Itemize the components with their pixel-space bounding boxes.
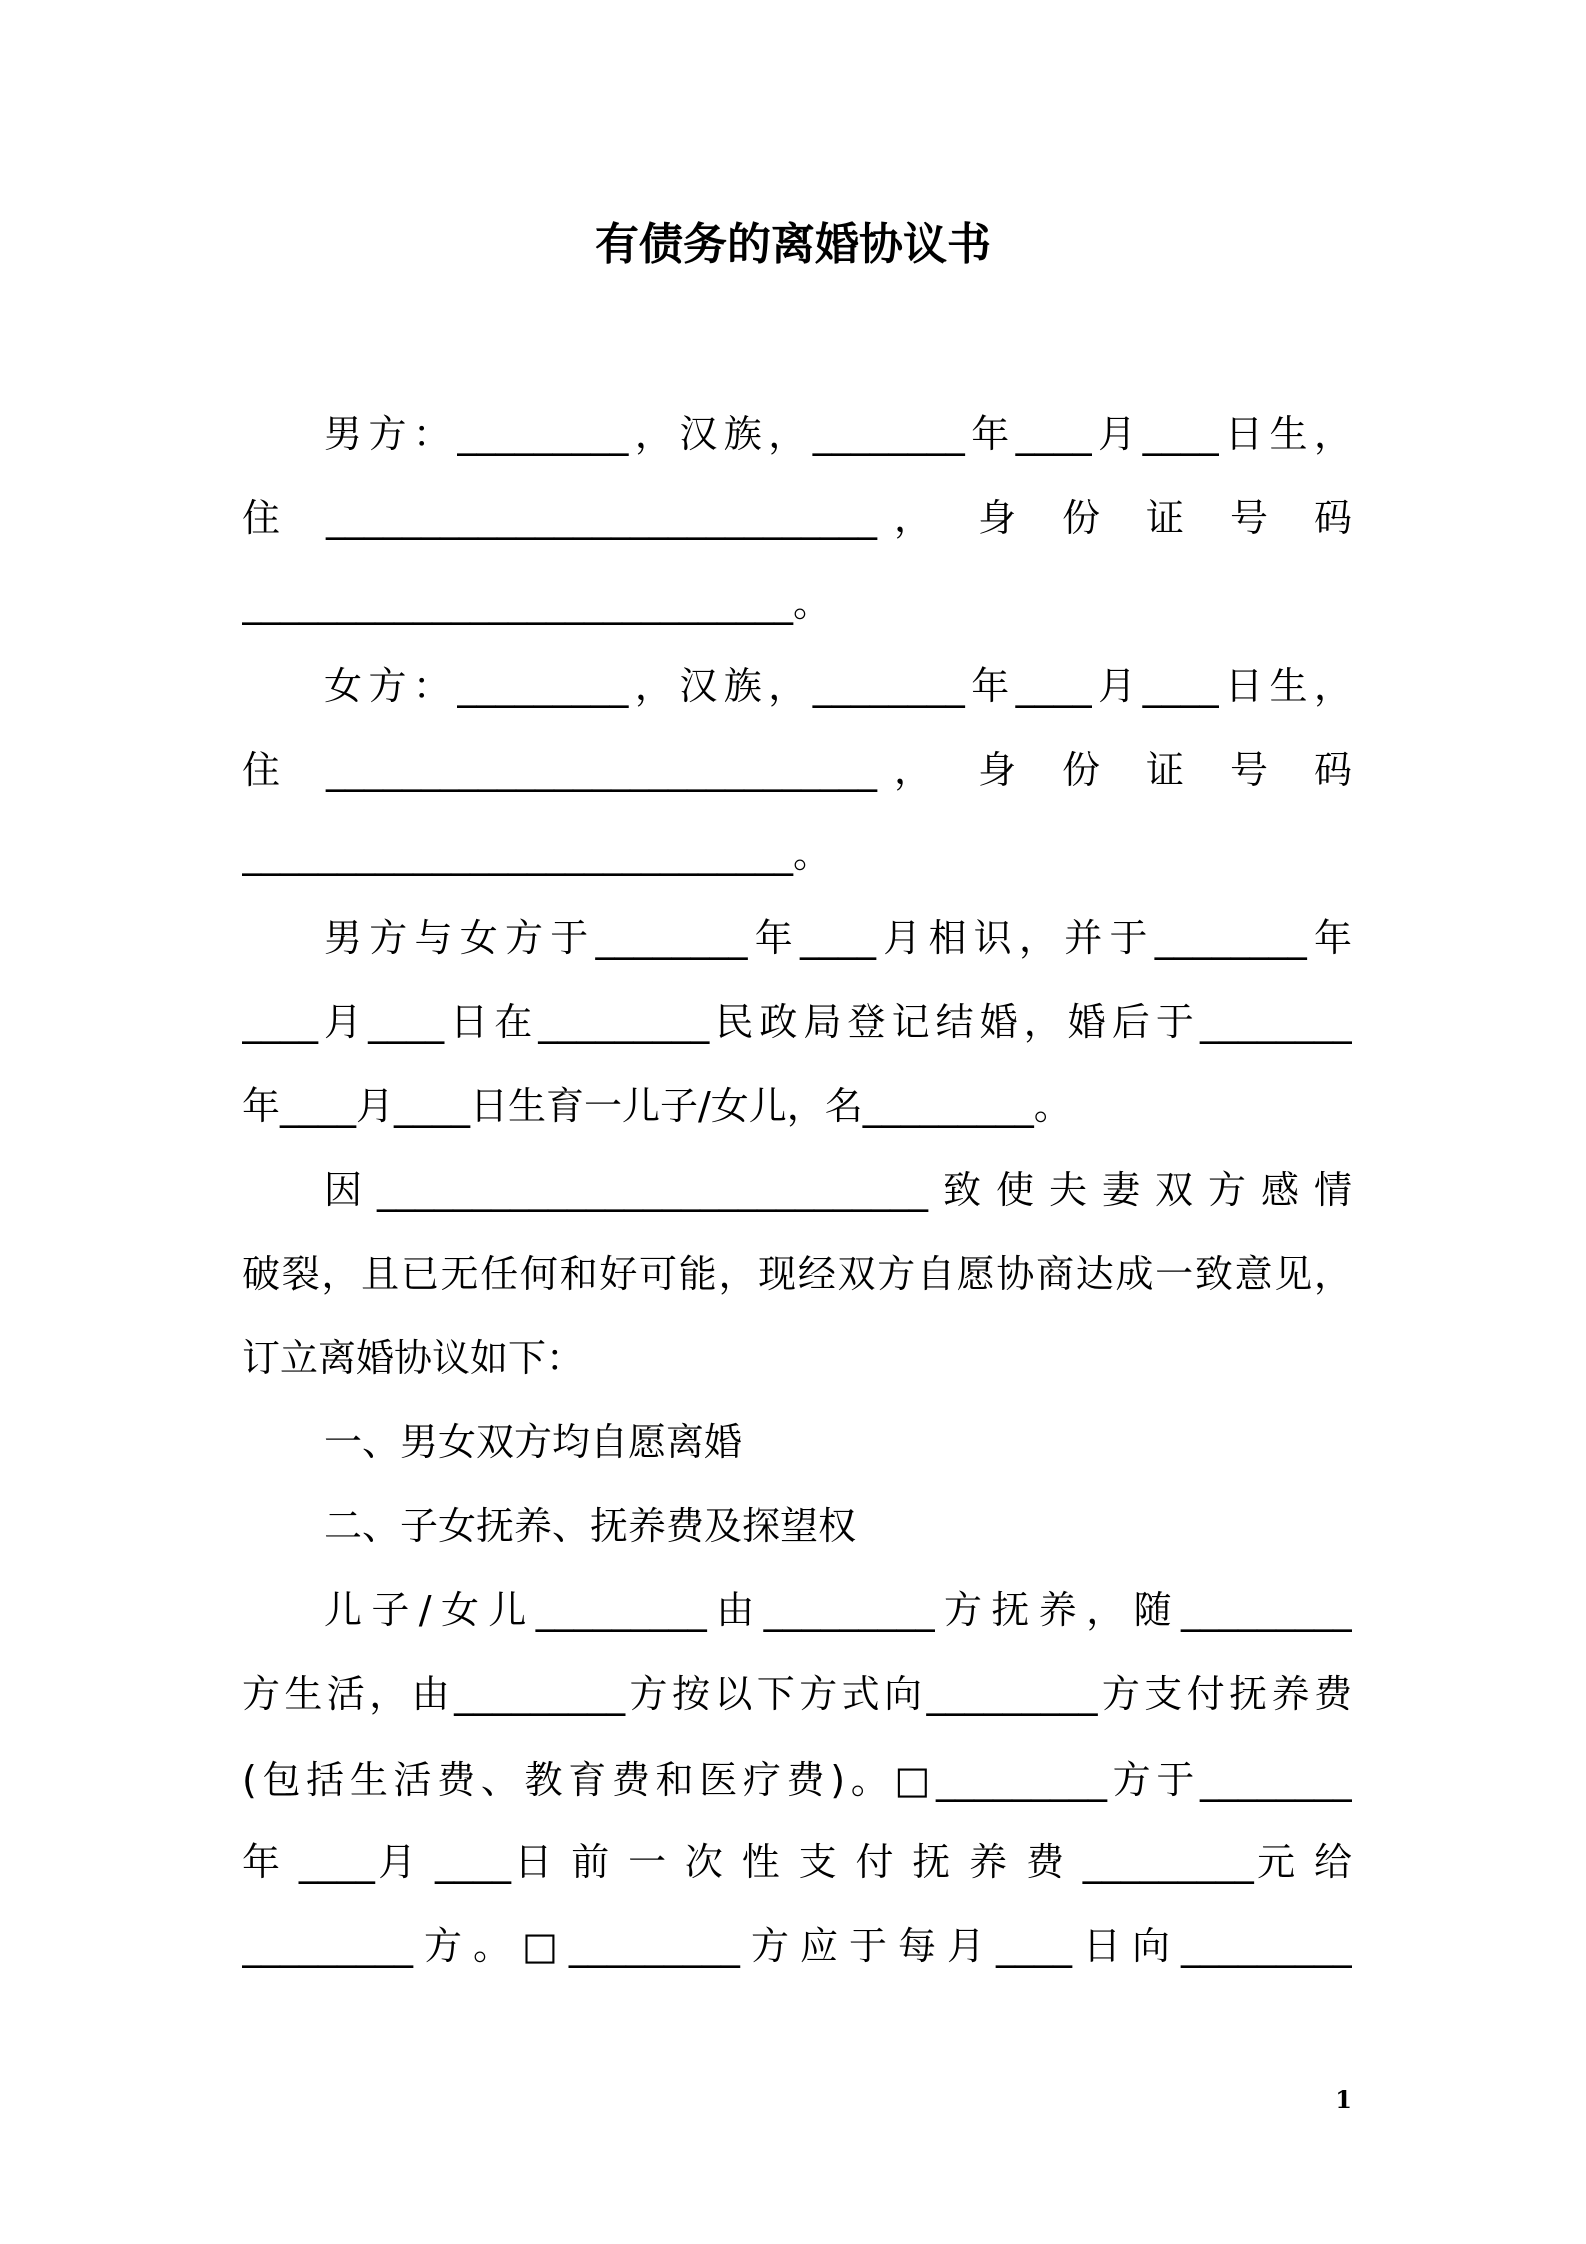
text-line-female-address: 住 _____________________________， 身 份 证 号 码 [242,748,1352,792]
text-line-male-id: _____________________________。 [242,581,832,625]
text-line-reason-3: 订立离婚协议如下： [242,1336,585,1380]
text-line-female-info: 女方：_________，汉族，________年____月____日生， [324,664,1352,708]
text-line-marriage-3: 年____月____日生育一儿子/女儿，名_________。 [242,1084,1072,1128]
text-line-reason-1: 因_____________________________致使夫妻双方感情 [324,1168,1352,1212]
section-heading-2: 二、子女抚养、抚养费及探望权 [324,1504,857,1548]
section-heading-1: 一、男女双方均自愿离婚 [324,1420,743,1464]
text-line-marriage-1: 男方与女方于________年____月相识，并于________年 [324,916,1352,960]
text-line-custody-1: 儿子/女儿_________由_________方抚养，随_________ [324,1588,1352,1632]
text-line-female-id: _____________________________。 [242,832,832,876]
page-number: 1 [1335,2085,1352,2114]
text-line-reason-2: 破裂，且已无任何和好可能，现经双方自愿协商达成一致意见， [242,1252,1352,1296]
text-line-male-address: 住 _____________________________， 身 份 证 号 码 [242,496,1352,540]
document-title: 有债务的离婚协议书 [595,219,991,270]
text-line-custody-4: 年 ____月 ____日 前 一 次 性 支 付 抚 养 费 _________元 给 [242,1840,1352,1884]
text-line-marriage-2: ____月____日在_________民政局登记结婚，婚后于________ [242,1000,1352,1044]
text-line-custody-5: _________方。□_________方应于每月____日向_________ [242,1924,1352,1968]
text-line-custody-2: 方生活，由_________方按以下方式向_________方支付抚养费 [242,1672,1352,1716]
text-line-male-info: 男方：_________，汉族，________年____月____日生， [324,412,1352,456]
text-line-custody-3: (包括生活费、教育费和医疗费)。□_________方于________ [242,1758,1352,1802]
